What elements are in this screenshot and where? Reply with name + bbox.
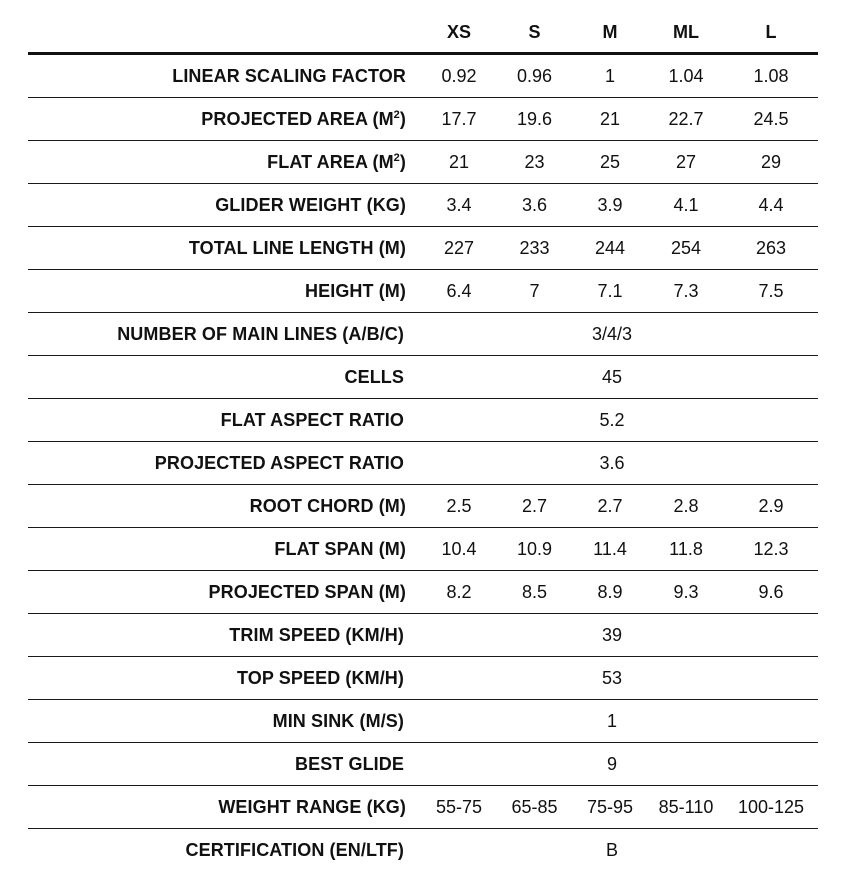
row-cells (404, 711, 818, 732)
row-label-text: CERTIFICATION (EN/LTF) (185, 840, 404, 860)
table-cell-merged: 3.6 (599, 452, 625, 473)
row-cells (404, 453, 818, 474)
row-cells (406, 195, 818, 216)
table-cell: 85-110 (658, 796, 714, 817)
table-cell-merged: 3/4/3 (591, 323, 633, 344)
row-label-text: FLAT ASPECT RATIO (220, 409, 404, 430)
table-cell-merged: 9 (606, 753, 617, 774)
table-row (28, 657, 818, 700)
table-row (28, 442, 818, 485)
table-cell-merged: 5.2 (599, 409, 625, 430)
row-label (28, 453, 404, 474)
row-label (28, 539, 406, 560)
row-label-text: PROJECTED ASPECT RATIO (154, 452, 404, 473)
row-cells (404, 625, 818, 646)
table-cell: 11.8 (669, 538, 703, 559)
table-cell: 2.5 (446, 495, 472, 516)
table-cell: 8.9 (597, 581, 623, 602)
table-cell: 233 (519, 237, 550, 258)
row-label-suffix: ) (399, 108, 406, 129)
table-cell: 27 (675, 151, 697, 172)
row-cells (406, 238, 818, 259)
table-cell: 2.7 (597, 495, 623, 516)
row-label-text: GLIDER WEIGHT (KG) (215, 194, 406, 215)
header-cells (406, 22, 818, 43)
row-label (28, 410, 404, 431)
table-cell: 1.04 (668, 65, 704, 86)
table-cell: 17.7 (441, 108, 477, 129)
row-cells (406, 66, 818, 87)
table-cell: 227 (443, 237, 475, 258)
table-cell: 1 (604, 65, 615, 86)
table-cell: 55-75 (435, 796, 483, 817)
table-row (28, 141, 818, 184)
table-cell: 8.2 (446, 581, 472, 602)
table-row (28, 829, 818, 872)
table-row (28, 485, 818, 528)
row-label-text: CELLS (344, 366, 404, 387)
column-header-ml: ML (673, 21, 699, 42)
row-label (28, 625, 404, 646)
table-cell: 8.5 (521, 581, 548, 602)
table-row (28, 571, 818, 614)
header-row (28, 12, 818, 55)
row-label-text: NUMBER OF MAIN LINES (A/B/C) (117, 323, 404, 344)
row-label-text: PROJECTED AREA (M (201, 108, 394, 129)
table-cell: 4.4 (758, 194, 784, 215)
spec-table (28, 12, 818, 872)
row-label-text: FLAT AREA (M (267, 151, 394, 172)
row-cells (404, 840, 818, 861)
table-cell: 9.3 (673, 581, 699, 602)
table-cell: 65-85 (511, 796, 558, 817)
row-label-suffix: ) (399, 151, 406, 172)
table-cell: 3.9 (597, 194, 623, 215)
column-header-l: L (765, 21, 777, 42)
row-cells (406, 152, 818, 173)
table-row (28, 743, 818, 786)
table-cell: 244 (594, 237, 626, 258)
table-cell: 2.7 (521, 495, 548, 516)
table-cell: 100-125 (737, 796, 805, 817)
table-cell: 7 (529, 280, 540, 301)
table-cell: 21 (599, 108, 621, 129)
row-cells (404, 324, 818, 345)
table-cell: 22.7 (668, 108, 704, 129)
table-cell: 3.6 (521, 194, 548, 215)
row-label-superscript: 2 (393, 151, 400, 164)
row-label (28, 152, 406, 173)
table-row (28, 786, 818, 829)
row-label (28, 496, 406, 517)
table-cell: 263 (755, 237, 787, 258)
row-cells (406, 797, 818, 818)
table-row (28, 270, 818, 313)
row-cells (404, 668, 818, 689)
row-label (28, 281, 406, 302)
row-label (28, 582, 406, 603)
row-cells (404, 367, 818, 388)
table-row (28, 313, 818, 356)
row-label-text: TOP SPEED (KM/H) (237, 667, 404, 688)
row-label (28, 711, 404, 732)
table-cell: 7.1 (597, 280, 623, 301)
row-label (28, 367, 404, 388)
table-row (28, 184, 818, 227)
table-row (28, 227, 818, 270)
table-cell: 7.5 (758, 280, 784, 301)
table-cell: 6.4 (446, 280, 472, 301)
row-label-text: MIN SINK (M/S) (272, 710, 404, 731)
row-label-text: HEIGHT (M) (305, 280, 406, 301)
row-label (28, 324, 404, 345)
table-row (28, 700, 818, 743)
row-label-text: TOTAL LINE LENGTH (M) (188, 237, 406, 258)
row-label (28, 797, 406, 818)
table-cell: 19.6 (516, 108, 553, 129)
row-label-text: TRIM SPEED (KM/H) (229, 624, 404, 645)
column-header-xs: XS (446, 21, 471, 42)
table-cell: 7.3 (673, 280, 699, 301)
row-label-text: ROOT CHORD (M) (249, 495, 406, 516)
table-cell: 23 (524, 151, 545, 172)
column-header-s: S (528, 21, 541, 42)
table-row (28, 356, 818, 399)
table-cell: 9.6 (758, 581, 784, 602)
row-cells (406, 281, 818, 302)
table-cell: 29 (760, 151, 782, 172)
row-label-text: BEST GLIDE (294, 753, 404, 774)
table-body (28, 55, 818, 872)
table-cell: 10.9 (516, 538, 553, 559)
table-cell-merged: B (605, 840, 618, 860)
table-cell: 2.9 (758, 495, 784, 516)
row-cells (404, 754, 818, 775)
table-cell: 24.5 (753, 108, 789, 129)
table-cell: 12.3 (753, 538, 789, 559)
table-cell: 2.8 (673, 495, 699, 516)
table-cell: 11.4 (593, 538, 627, 559)
row-label-text: PROJECTED SPAN (M) (208, 581, 406, 602)
row-label (28, 66, 406, 87)
row-cells (406, 539, 818, 560)
table-cell-merged: 45 (601, 366, 623, 387)
table-cell: 4.1 (673, 194, 699, 215)
row-label-text: LINEAR SCALING FACTOR (172, 65, 406, 86)
table-cell: 10.4 (441, 538, 477, 559)
table-cell: 75-95 (586, 796, 634, 817)
table-cell: 25 (599, 151, 621, 172)
row-cells (404, 410, 818, 431)
table-row (28, 98, 818, 141)
table-row (28, 55, 818, 98)
row-cells (406, 496, 818, 517)
row-label (28, 668, 404, 689)
table-cell: 0.96 (516, 65, 553, 86)
table-row (28, 614, 818, 657)
row-label (28, 754, 404, 775)
row-label (28, 195, 406, 216)
row-label-text: FLAT SPAN (M) (274, 538, 406, 559)
table-cell: 3.4 (446, 194, 472, 215)
table-row (28, 399, 818, 442)
row-cells (406, 582, 818, 603)
table-cell: 21 (448, 151, 470, 172)
row-cells (406, 109, 818, 130)
table-cell: 254 (670, 237, 702, 258)
row-label-text: WEIGHT RANGE (KG) (218, 796, 406, 817)
table-cell-merged: 1 (606, 710, 617, 731)
column-header-m: M (602, 21, 618, 42)
row-label (28, 840, 404, 861)
table-cell-merged: 53 (601, 667, 623, 688)
table-cell-merged: 39 (601, 624, 623, 645)
table-row (28, 528, 818, 571)
table-cell: 0.92 (441, 65, 477, 86)
row-label (28, 109, 406, 130)
row-label (28, 238, 406, 259)
table-cell: 1.08 (753, 65, 789, 86)
row-label-superscript: 2 (393, 108, 400, 121)
